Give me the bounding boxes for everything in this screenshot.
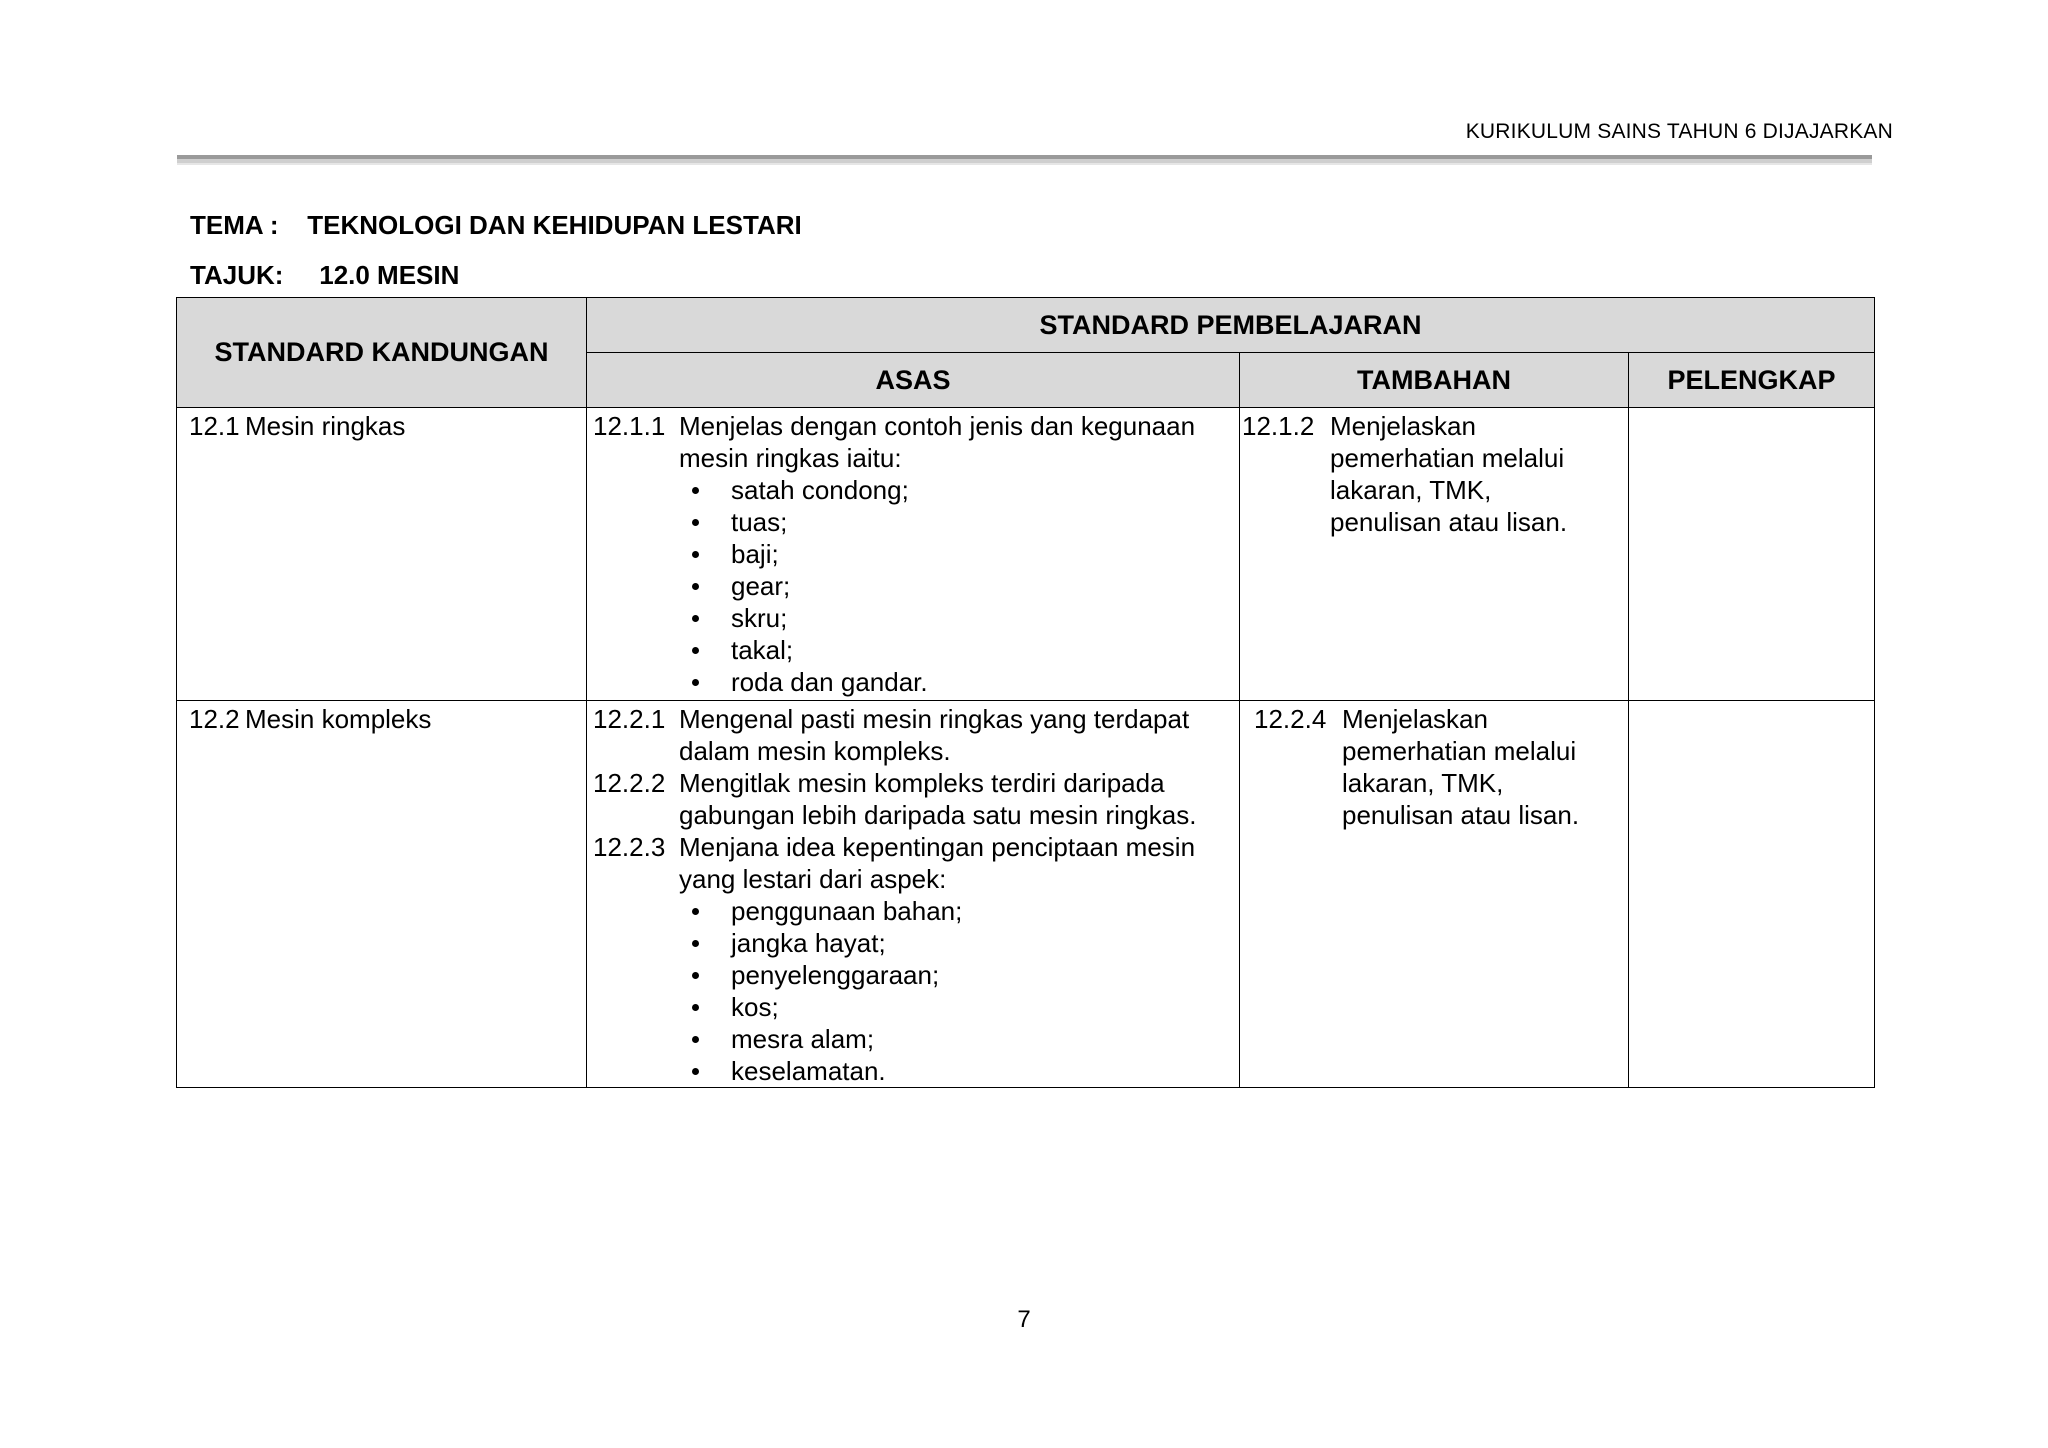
list-item: satah condong; xyxy=(679,474,1233,506)
learning-standard-number: 12.2.3 xyxy=(593,832,666,862)
list-item: roda dan gandar. xyxy=(679,666,1233,698)
tambahan-standard xyxy=(1254,703,1622,831)
standard-kandungan-cell xyxy=(177,408,587,701)
list-item: mesra alam; xyxy=(679,1023,1233,1055)
list-item: keselamatan. xyxy=(679,1055,1233,1087)
list-item: tuas; xyxy=(679,506,1233,538)
header-asas: ASAS xyxy=(587,353,1240,408)
asas-cell xyxy=(587,701,1240,1088)
curriculum-table xyxy=(176,297,1875,1088)
header-standard-kandungan: STANDARD KANDUNGAN xyxy=(177,298,587,408)
page-number: 7 xyxy=(1017,1306,1031,1333)
tambahan-text: Menjelaskan pemerhatian melalui lakaran, TMK, penulisan atau lisan. xyxy=(1342,704,1580,830)
tambahan-cell xyxy=(1240,701,1629,1088)
list-item: jangka hayat; xyxy=(679,927,1233,959)
tambahan-standard xyxy=(1242,410,1622,538)
learning-standard-text: Menjelas dengan contoh jenis dan kegunaan mesin ringkas iaitu: xyxy=(679,411,1196,473)
sk-text: Mesin ringkas xyxy=(245,411,406,441)
tajuk-label: TAJUK: xyxy=(190,260,284,290)
header-standard-pembelajaran: STANDARD PEMBELAJARAN xyxy=(587,298,1875,353)
list-item: kos; xyxy=(679,991,1233,1023)
learning-standard xyxy=(593,410,1233,698)
list-item: baji; xyxy=(679,538,1233,570)
table-row xyxy=(177,701,1875,1088)
tambahan-number: 12.2.4 xyxy=(1254,704,1327,734)
bullet-list xyxy=(679,474,1233,698)
pelengkap-cell xyxy=(1629,408,1875,701)
learning-standard xyxy=(593,703,1233,767)
pelengkap-cell xyxy=(1629,701,1875,1088)
header-tambahan: TAMBAHAN xyxy=(1240,353,1629,408)
learning-standard-number: 12.2.1 xyxy=(593,704,666,734)
tema-value: TEKNOLOGI DAN KEHIDUPAN LESTARI xyxy=(307,210,802,240)
sk-number: 12.2 xyxy=(189,704,240,734)
learning-standard-number: 12.2.2 xyxy=(593,768,666,798)
tambahan-text: Menjelaskan pemerhatian melalui lakaran, TMK, penulisan atau lisan. xyxy=(1330,411,1568,537)
table-row xyxy=(177,408,1875,701)
learning-standard-text: Mengenal pasti mesin ringkas yang terdapat dalam mesin kompleks. xyxy=(679,704,1190,766)
tajuk-value: 12.0 MESIN xyxy=(319,260,460,290)
learning-standard xyxy=(593,831,1233,1087)
bullet-list xyxy=(679,895,1233,1087)
header-rule xyxy=(177,155,1872,163)
tajuk-line xyxy=(190,260,459,291)
list-item: takal; xyxy=(679,634,1233,666)
list-item: penggunaan bahan; xyxy=(679,895,1233,927)
asas-cell xyxy=(587,408,1240,701)
sk-number: 12.1 xyxy=(189,411,240,441)
tema-line xyxy=(190,210,802,241)
tambahan-cell xyxy=(1240,408,1629,701)
learning-standard-text: Menjana idea kepentingan penciptaan mesin yang lestari dari aspek: xyxy=(679,832,1196,894)
learning-standard-text: Mengitlak mesin kompleks terdiri daripada gabungan lebih daripada satu mesin ringkas. xyxy=(679,768,1197,830)
sk-text: Mesin kompleks xyxy=(245,704,432,734)
header-pelengkap: PELENGKAP xyxy=(1629,353,1875,408)
list-item: skru; xyxy=(679,602,1233,634)
list-item: penyelenggaraan; xyxy=(679,959,1233,991)
running-header: KURIKULUM SAINS TAHUN 6 DIJAJARKAN xyxy=(1465,120,1893,143)
standard-kandungan-cell xyxy=(177,701,587,1088)
tema-label: TEMA : xyxy=(190,210,279,240)
tambahan-number: 12.1.2 xyxy=(1242,411,1315,441)
learning-standard-number: 12.1.1 xyxy=(593,411,666,441)
learning-standard xyxy=(593,767,1233,831)
list-item: gear; xyxy=(679,570,1233,602)
